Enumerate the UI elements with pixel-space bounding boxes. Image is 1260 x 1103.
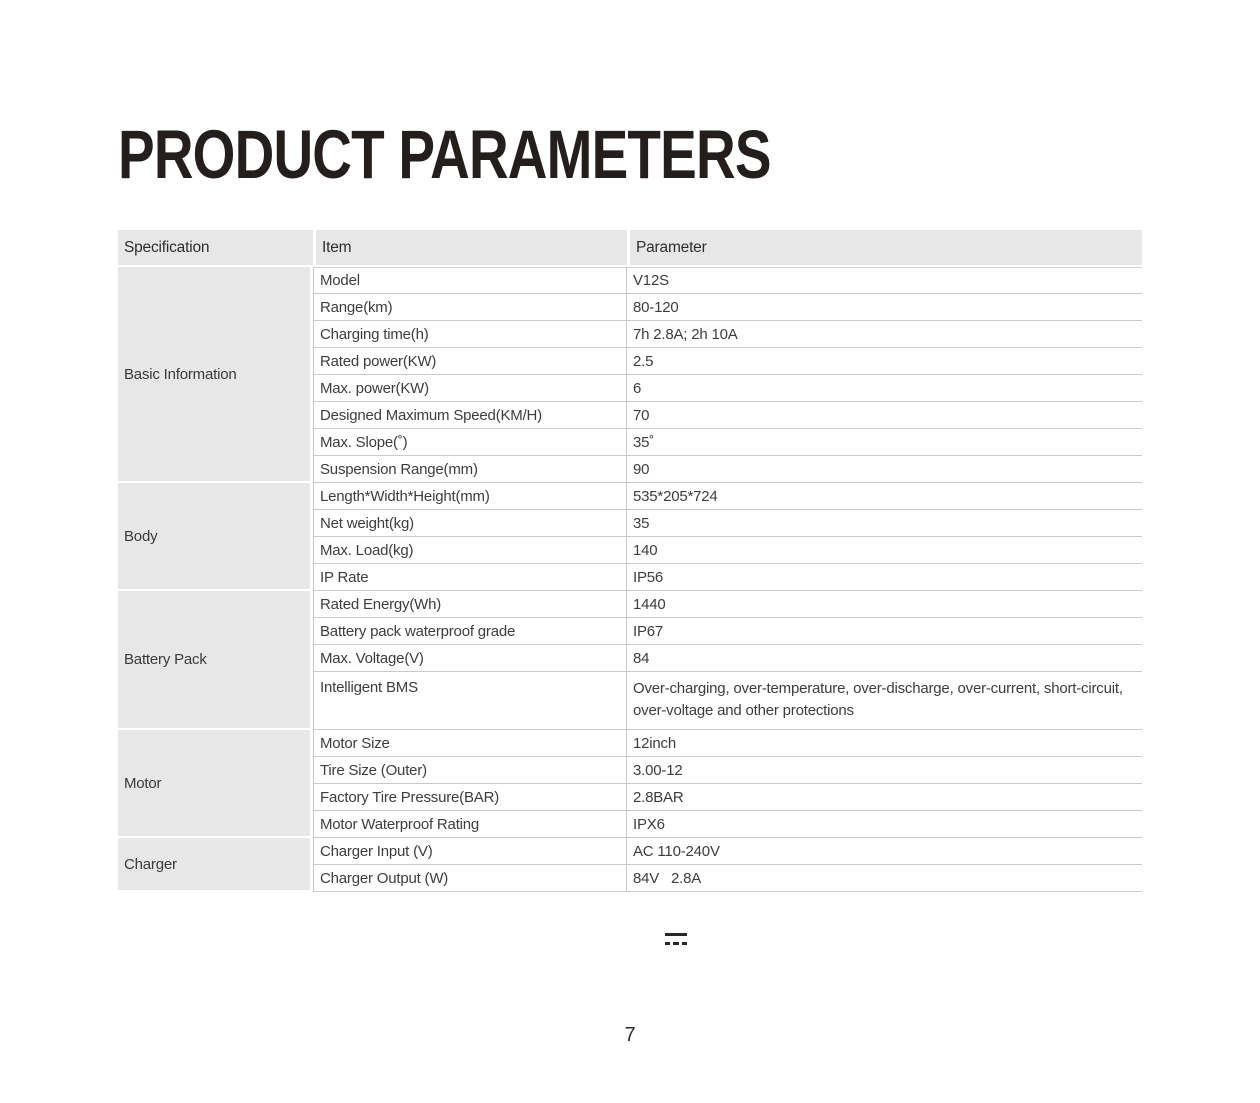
param-cell: V12S [627,267,1142,294]
item-cell: Range(km) [313,294,627,321]
table-row [118,591,1142,618]
page-title: PRODUCT PARAMETERS [118,117,771,194]
dash-separator-icon [665,933,687,945]
page-number: 7 [624,1024,636,1046]
item-cell: Charging time(h) [313,321,627,348]
item-cell: Net weight(kg) [313,510,627,537]
product-parameters-table [118,230,1142,892]
param-cell: 3.00-12 [627,757,1142,784]
param-cell: 70 [627,402,1142,429]
item-cell: Suspension Range(mm) [313,456,627,483]
param-cell: 535*205*724 [627,483,1142,510]
param-cell: 140 [627,537,1142,564]
section-label-body: Body [118,483,313,591]
table-row [118,267,1142,294]
param-cell: AC 110-240V [627,838,1142,865]
item-cell: Charger Output (W) [313,865,627,892]
item-cell: Tire Size (Outer) [313,757,627,784]
param-cell: 90 [627,456,1142,483]
item-cell: Factory Tire Pressure(BAR) [313,784,627,811]
item-cell: Model [313,267,627,294]
param-cell: 84 [627,645,1142,672]
item-cell: Max. Voltage(V) [313,645,627,672]
param-cell: 2.5 [627,348,1142,375]
param-cell: 1440 [627,591,1142,618]
header-specification: Specification [118,230,313,267]
section-label-motor: Motor [118,730,313,838]
item-cell: Battery pack waterproof grade [313,618,627,645]
param-cell: IP67 [627,618,1142,645]
header-parameter: Parameter [627,230,1142,267]
param-cell: 84V 2.8A [627,865,1142,892]
item-cell: Max. Load(kg) [313,537,627,564]
param-cell: 80-120 [627,294,1142,321]
item-cell: Designed Maximum Speed(KM/H) [313,402,627,429]
param-cell: 35˚ [627,429,1142,456]
item-cell: Motor Size [313,730,627,757]
item-cell: IP Rate [313,564,627,591]
header-item: Item [313,230,627,267]
section-label-basic-information: Basic Information [118,267,313,483]
item-cell: Motor Waterproof Rating [313,811,627,838]
param-cell: Over-charging, over-temperature, over-discharge, over-current, short-circuit, over-voltage and other protections [627,672,1142,730]
table-header-row [118,230,1142,267]
param-cell: 12inch [627,730,1142,757]
item-cell: Rated power(KW) [313,348,627,375]
param-cell: 2.8BAR [627,784,1142,811]
item-cell: Charger Input (V) [313,838,627,865]
section-label-charger: Charger [118,838,313,892]
table-row [118,838,1142,865]
param-cell: 35 [627,510,1142,537]
table-row [118,730,1142,757]
param-cell: 7h 2.8A; 2h 10A [627,321,1142,348]
param-cell: IP56 [627,564,1142,591]
section-label-battery-pack: Battery Pack [118,591,313,730]
item-cell: Max. Slope(˚) [313,429,627,456]
table-row [118,483,1142,510]
param-cell: IPX6 [627,811,1142,838]
item-cell: Max. power(KW) [313,375,627,402]
item-cell: Intelligent BMS [313,672,627,730]
param-cell: 6 [627,375,1142,402]
item-cell: Length*Width*Height(mm) [313,483,627,510]
item-cell: Rated Energy(Wh) [313,591,627,618]
